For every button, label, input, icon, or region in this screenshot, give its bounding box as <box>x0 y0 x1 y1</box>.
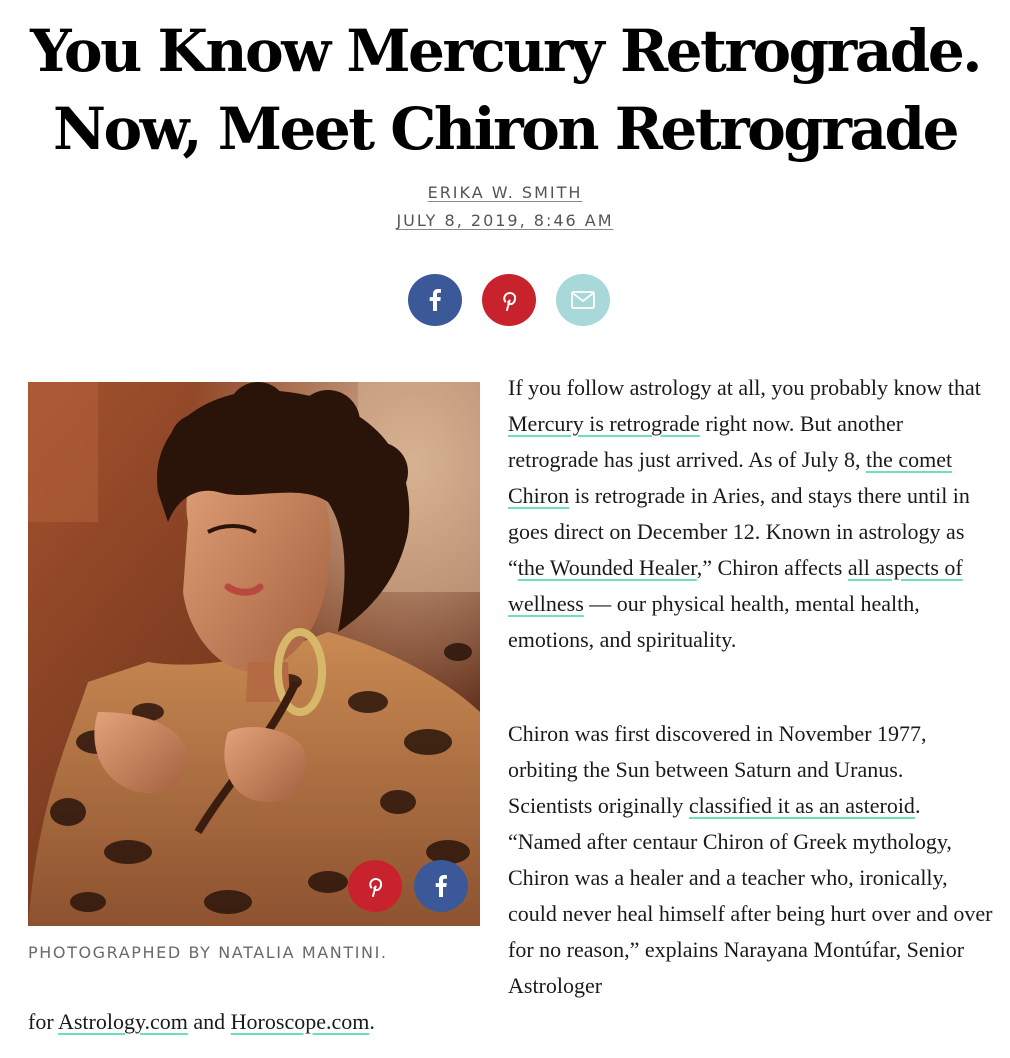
paragraph-text: . <box>369 1009 375 1034</box>
paragraph-text: ,” Chiron affects <box>696 555 848 580</box>
horoscope-com-link[interactable]: Horoscope.com <box>230 1009 370 1034</box>
author-byline <box>0 183 1010 202</box>
article-paragraph-1 <box>508 370 993 658</box>
author-link[interactable]: ERIKA W. SMITH <box>427 183 583 202</box>
photo-facebook-button[interactable] <box>414 860 468 912</box>
pinterest-icon <box>366 875 384 897</box>
share-facebook-button[interactable] <box>408 274 462 326</box>
paragraph-text: If you follow astrology at all, you probably know that <box>508 375 981 400</box>
facebook-icon <box>428 289 442 311</box>
pinterest-icon <box>500 289 518 311</box>
article-paragraph-2 <box>508 716 993 1004</box>
headline-line-2: Now, Meet Chiron Retrograde <box>52 95 958 163</box>
share-email-button[interactable] <box>556 274 610 326</box>
paragraph-text: right now. But another retrograde has just arrived. As of July 8, <box>508 411 904 472</box>
article-photo <box>28 382 480 926</box>
date-link[interactable]: JULY 8, 2019, 8:46 AM <box>396 211 614 230</box>
share-pinterest-button[interactable] <box>482 274 536 326</box>
photo-pinterest-button[interactable] <box>348 860 402 912</box>
paragraph-text: — our physical health, mental health, emotions, and spirituality. <box>508 591 920 652</box>
mercury-retrograde-link[interactable]: Mercury is retrograde <box>508 411 700 436</box>
facebook-icon <box>434 875 448 897</box>
paragraph-text: and <box>187 1009 231 1034</box>
share-bar <box>408 274 610 326</box>
paragraph-text: Chiron was first discovered in November 1977, orbiting the Sun between Saturn and Uranus. Scientists originally <box>508 721 927 818</box>
astrology-com-link[interactable]: Astrology.com <box>57 1009 188 1034</box>
paragraph-text: for <box>28 1009 58 1034</box>
publish-date <box>0 211 1010 230</box>
photo-caption: PHOTOGRAPHED BY NATALIA MANTINI. <box>28 943 388 962</box>
wounded-healer-link[interactable]: the Wounded Healer <box>517 555 697 580</box>
paragraph-text: . “Named after centaur Chiron of Greek mythology, Chiron was a healer and a teacher who, ironically, could never heal himself after being hurt over and over for no reason,” explains Narayana Montúfar, Senior Astrologer <box>508 793 993 998</box>
wellness-link[interactable]: all aspects of wellness <box>508 555 963 616</box>
email-icon <box>571 291 595 309</box>
headline-line-1: You Know Mercury Retrograde. <box>30 17 980 85</box>
article-headline <box>0 12 1010 168</box>
paragraph-text: is retrograde in Aries, and stays there until in goes direct on December 12. Known in astrology as “ <box>508 483 970 580</box>
portrait-illustration <box>28 382 480 926</box>
asteroid-link[interactable]: classified it as an asteroid <box>688 793 915 818</box>
comet-chiron-link[interactable]: the comet Chiron <box>508 447 953 508</box>
article-paragraph-2-continued <box>28 1004 988 1040</box>
